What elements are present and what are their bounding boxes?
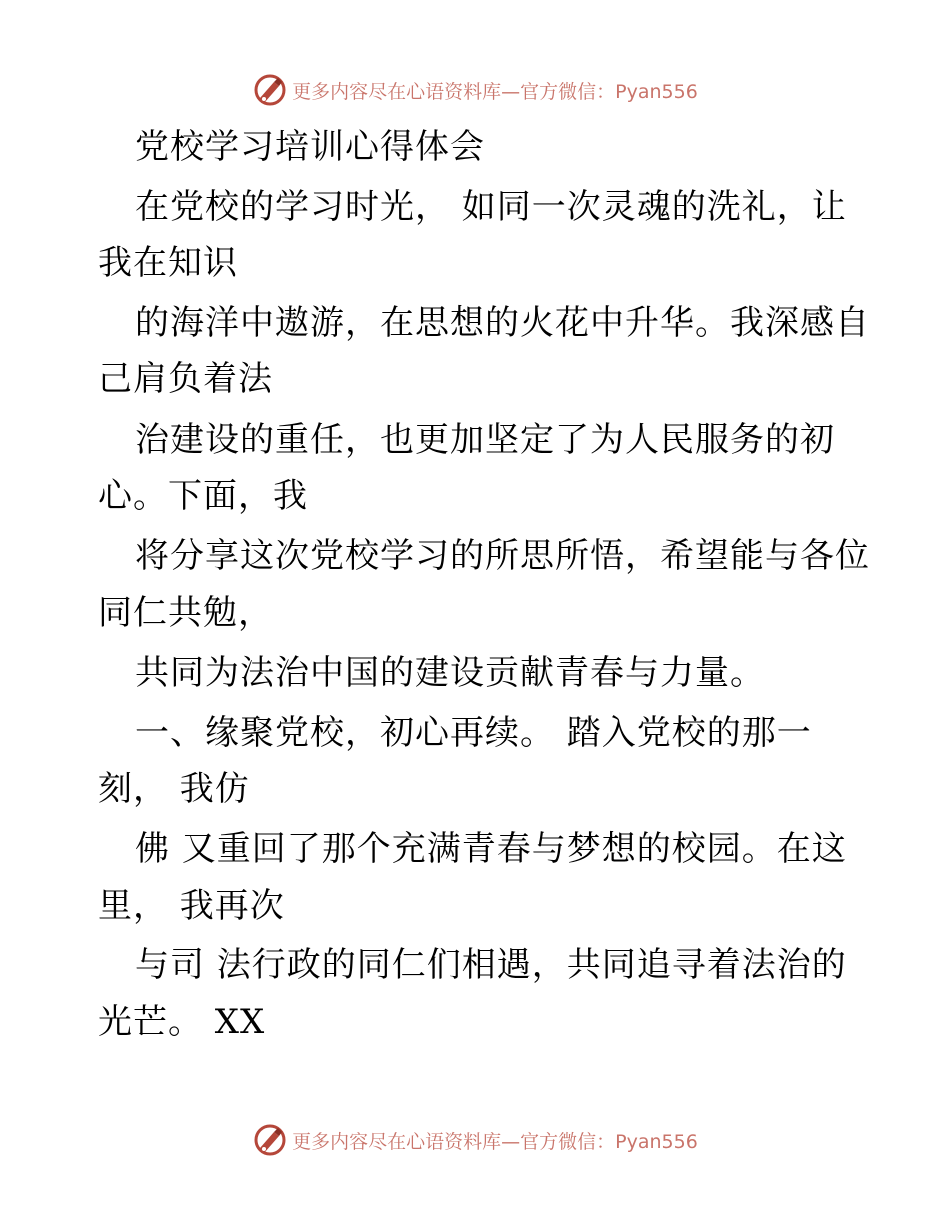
paragraph-line: 光芒。 XX <box>98 1002 266 1042</box>
doc-title: 党校学习培训心得体会 <box>135 127 485 167</box>
paragraph-line: 的海洋中遨游，在思想的火花中升华。我深感自 <box>135 303 870 343</box>
paragraph-line: 与司 法行政的同仁们相遇，共同追寻着法治的 <box>135 945 847 985</box>
footer-banner <box>0 1120 950 1160</box>
paragraph-line: 刻， 我仿 <box>98 769 250 809</box>
banner-text: 更多内容尽在心语资料库—官方微信：Pyan556 <box>292 80 698 103</box>
paragraph-line: 将分享这次党校学习的所思所悟，希望能与各位 <box>135 536 870 576</box>
paragraph-line: 我在知识 <box>98 243 238 283</box>
paragraph-line: 同仁共勉， <box>98 593 273 633</box>
banner-text: 更多内容尽在心语资料库—官方微信：Pyan556 <box>292 1130 698 1153</box>
section-heading-line: 一、缘聚党校，初心再续。 踏入党校的那一 <box>135 713 812 753</box>
paragraph-line: 佛 又重回了那个充满青春与梦想的校园。在这 <box>135 829 847 869</box>
paragraph-line: 治建设的重任，也更加坚定了为人民服务的初 <box>135 420 835 460</box>
paragraph-line: 在党校的学习时光， 如同一次灵魂的洗礼，让 <box>135 187 847 227</box>
header-banner <box>0 70 950 110</box>
paragraph-line: 心。下面，我 <box>98 476 308 516</box>
paragraph-line: 己肩负着法 <box>98 359 273 399</box>
pen-logo-icon <box>252 1122 288 1158</box>
pen-logo-icon <box>252 72 288 108</box>
paragraph-line: 共同为法治中国的建设贡献青春与力量。 <box>135 653 765 693</box>
paragraph-line: 里， 我再次 <box>98 886 285 926</box>
